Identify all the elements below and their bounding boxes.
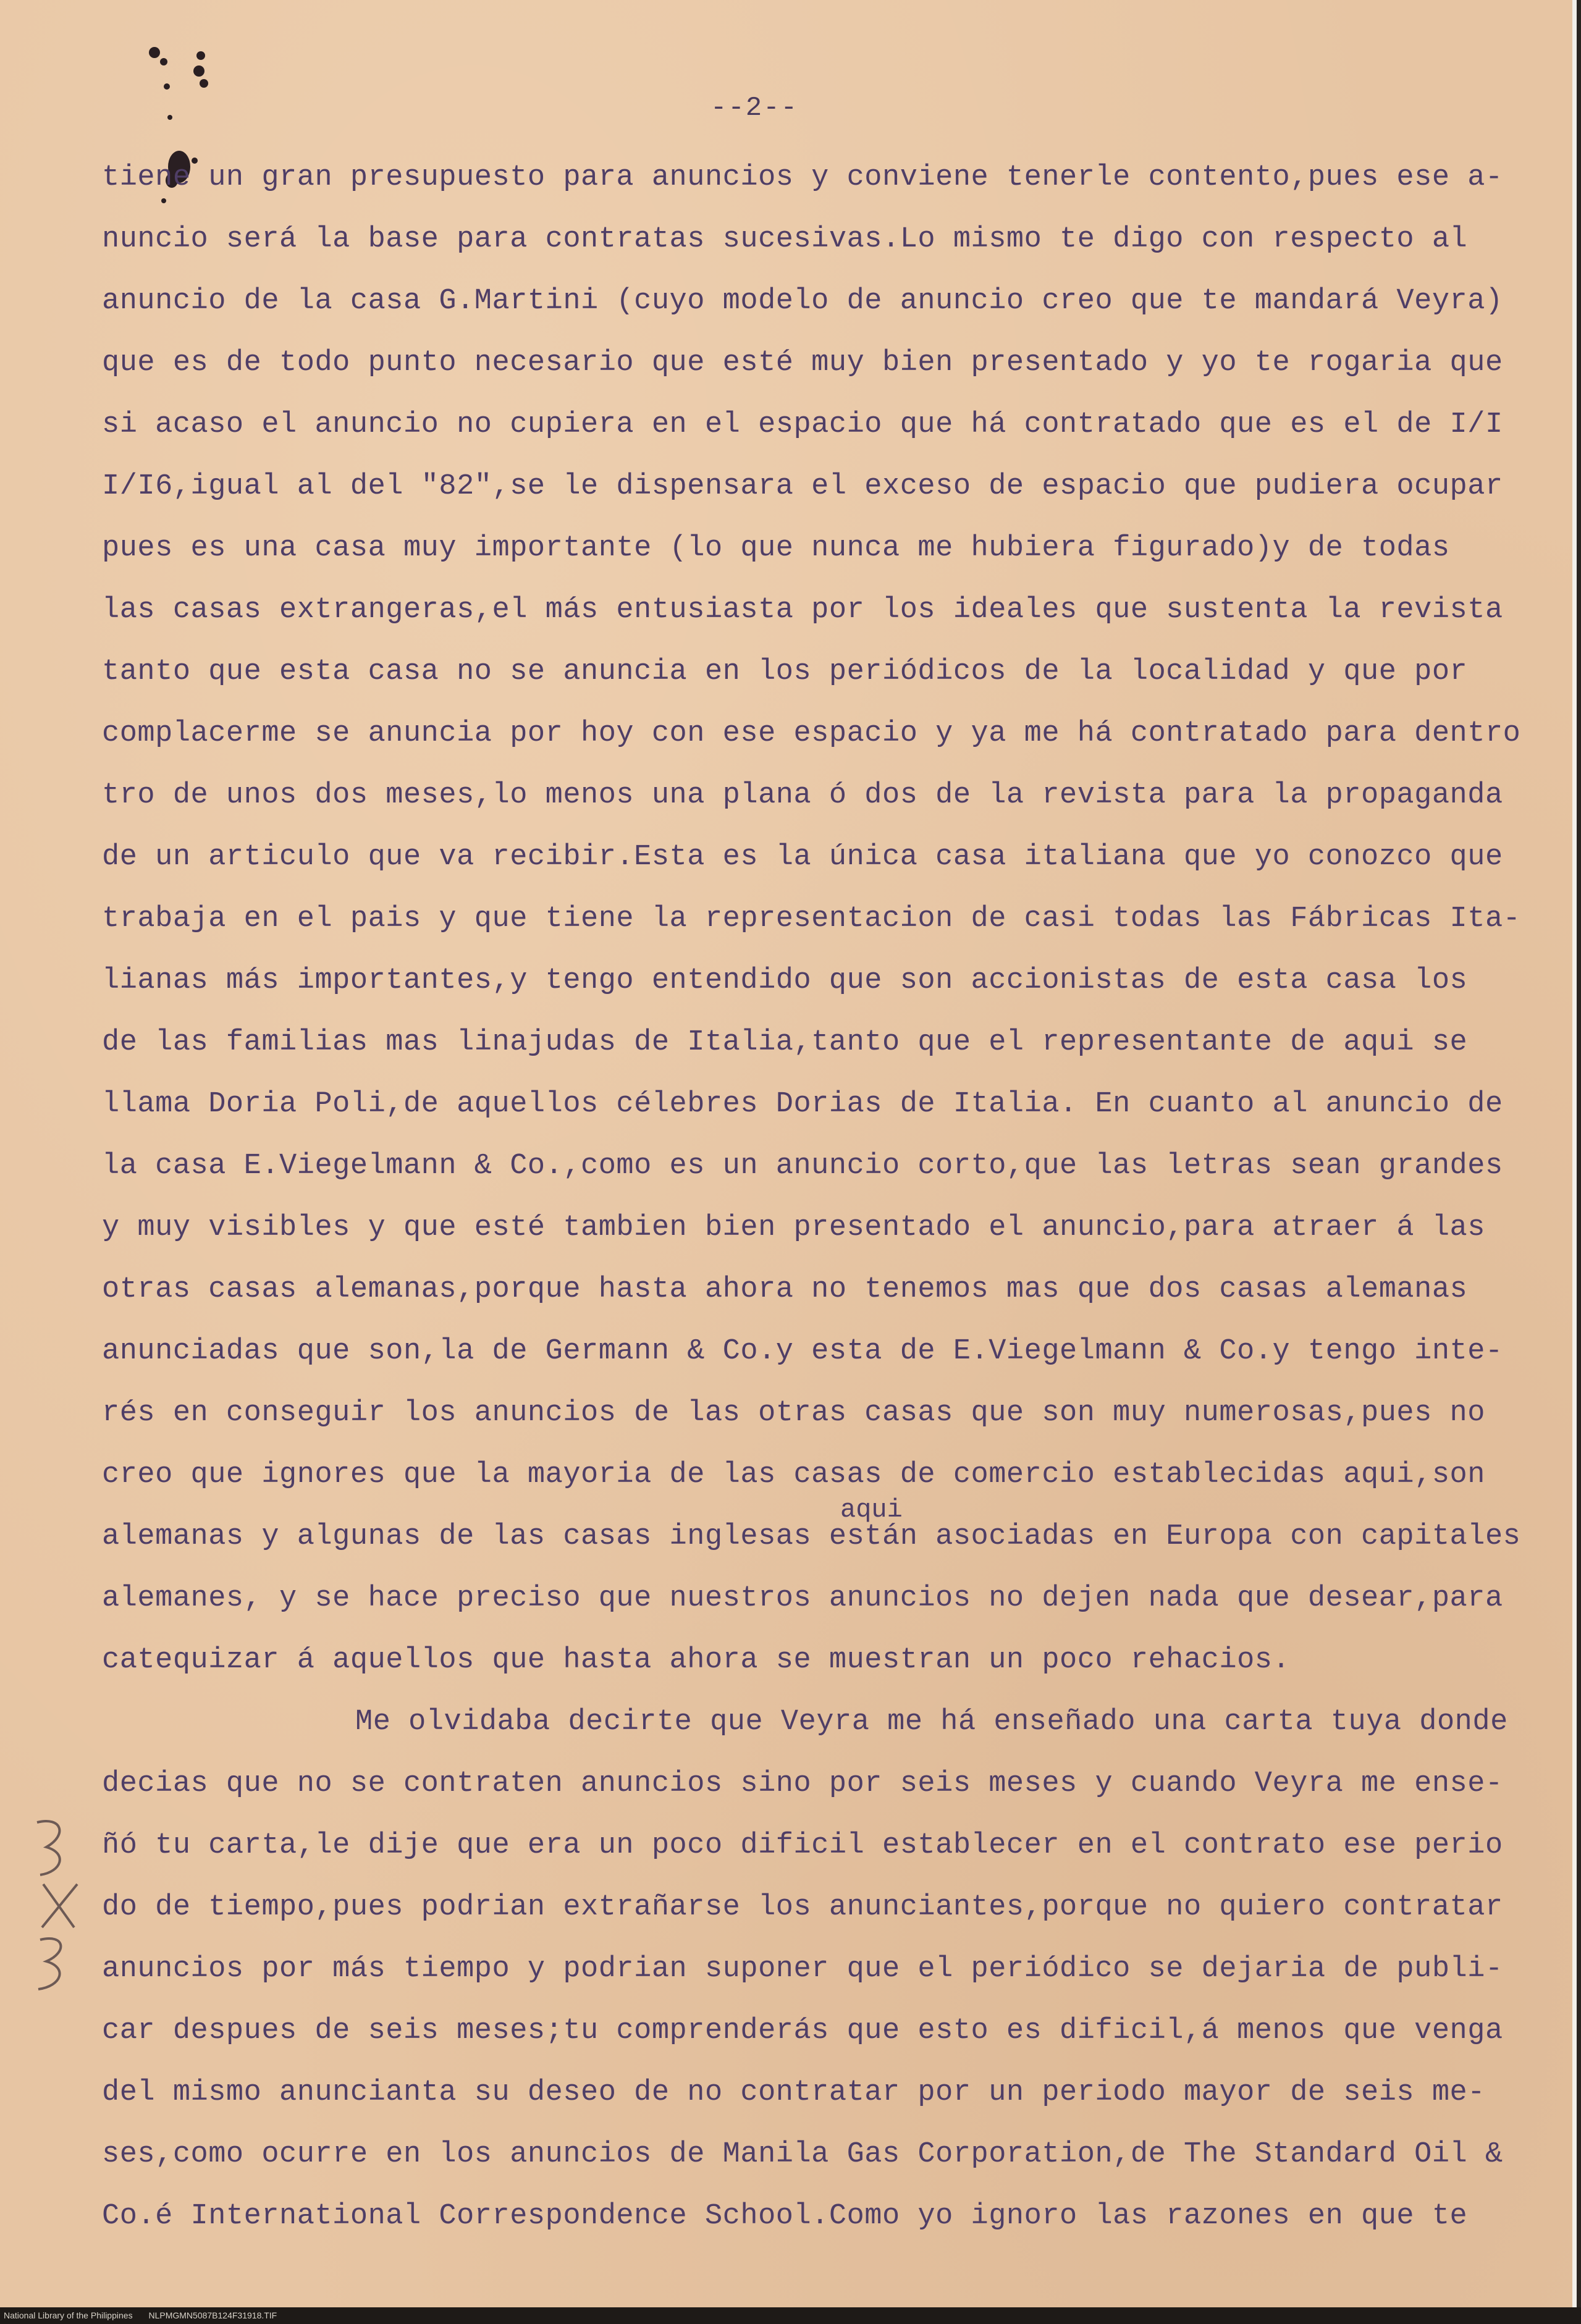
pencil-annotation xyxy=(25,1810,93,1995)
text-line: de un articulo que va recibir.Esta es la única casa italiana que yo conozco que xyxy=(102,841,1503,874)
text-line: que es de todo punto necesario que esté muy bien presentado y yo te rogaria que xyxy=(102,347,1503,379)
letter-body xyxy=(102,147,1569,2247)
text-line: tanto que esta casa no se anuncia en los periódicos de la localidad y que por xyxy=(102,655,1468,688)
text-line: nuncio será la base para contratas sucesivas.Lo mismo te digo con respecto al xyxy=(102,223,1468,256)
text-line: car despues de seis meses;tu comprenderás que esto es dificil,á menos que venga xyxy=(102,2015,1503,2047)
page-number: --2-- xyxy=(710,93,799,124)
text-line: si acaso el anuncio no cupiera en el espacio que há contratado que es el de I/I xyxy=(102,408,1503,441)
text-line: pues es una casa muy importante (lo que nunca me hubiera figurado)y de todas xyxy=(102,532,1450,565)
text-line: I/I6,igual al del "82",se le dispensara el exceso de espacio que pudiera ocupar xyxy=(102,470,1503,503)
text-line: catequizar á aquellos que hasta ahora se muestran un poco rehacios. xyxy=(102,1644,1291,1677)
text-line: decias que no se contraten anuncios sino por seis meses y cuando Veyra me ense- xyxy=(102,1767,1503,1800)
text-line: creo que ignores que la mayoria de las casas de comercio establecidas aqui,son xyxy=(102,1459,1485,1491)
text-line: trabaja en el pais y que tiene la representacion de casi todas las Fábricas Ita- xyxy=(102,903,1521,935)
library-credit: National Library of the Philippines xyxy=(4,2310,133,2320)
text-line: de las familias mas linajudas de Italia,tanto que el representante de aqui se xyxy=(102,1026,1468,1059)
text-line: alemanas y algunas de las casas inglesas están asociadas en Europa con capitales xyxy=(102,1520,1521,1553)
text-line: ses,como ocurre en los anuncios de Manila Gas Corporation,de The Standard Oil & xyxy=(102,2138,1503,2171)
interlinear-insertion: aqui xyxy=(840,1495,903,1525)
text-line: anuncio de la casa G.Martini (cuyo modelo de anuncio creo que te mandará Veyra) xyxy=(102,285,1503,318)
text-line: del mismo anuncianta su deseo de no contratar por un periodo mayor de seis me- xyxy=(102,2076,1485,2109)
text-line: lianas más importantes,y tengo entendido que son accionistas de esta casa los xyxy=(102,964,1468,997)
paragraph-start-line: Me olvidaba decirte que Veyra me há enseñado una carta tuya donde xyxy=(355,1706,1508,1738)
text-line: rés en conseguir los anuncios de las otras casas que son muy numerosas,pues no xyxy=(102,1397,1485,1429)
page-edge xyxy=(1572,0,1577,2307)
text-line: complacerme se anuncia por hoy con ese espacio y ya me há contratado para dentro xyxy=(102,717,1521,750)
text-line: y muy visibles y que esté tambien bien presentado el anuncio,para atraer á las xyxy=(102,1211,1485,1244)
text-line: Co.é International Correspondence School.Como yo ignoro las razones en que te xyxy=(102,2200,1468,2233)
text-line: anunciadas que son,la de Germann & Co.y esta de E.Viegelmann & Co.y tengo inte- xyxy=(102,1335,1503,1368)
file-identifier: NLPMGMN5087B124F31918.TIF xyxy=(148,2310,277,2320)
text-line: alemanes, y se hace preciso que nuestros anuncios no dejen nada que desear,para xyxy=(102,1582,1503,1615)
scan-footer-text xyxy=(4,2310,290,2320)
text-line: tro de unos dos meses,lo menos una plana ó dos de la revista para la propaganda xyxy=(102,779,1503,812)
text-line: ñó tu carta,le dije que era un poco dificil establecer en el contrato ese perio xyxy=(102,1829,1503,1862)
text-line: anuncios por más tiempo y podrian suponer que el periódico se dejaria de publi- xyxy=(102,1953,1503,1985)
text-line: otras casas alemanas,porque hasta ahora no tenemos mas que dos casas alemanas xyxy=(102,1273,1468,1306)
text-line: las casas extrangeras,el más entusiasta por los ideales que sustenta la revista xyxy=(102,594,1503,626)
text-line: llama Doria Poli,de aquellos célebres Dorias de Italia. En cuanto al anuncio de xyxy=(102,1088,1503,1121)
text-line: do de tiempo,pues podrian extrañarse los anunciantes,porque no quiero contratar xyxy=(102,1891,1503,1924)
text-line: la casa E.Viegelmann & Co.,como es un anuncio corto,que las letras sean grandes xyxy=(102,1150,1503,1182)
text-line: tiene un gran presupuesto para anuncios y conviene tenerle contento,pues ese a- xyxy=(102,161,1503,194)
